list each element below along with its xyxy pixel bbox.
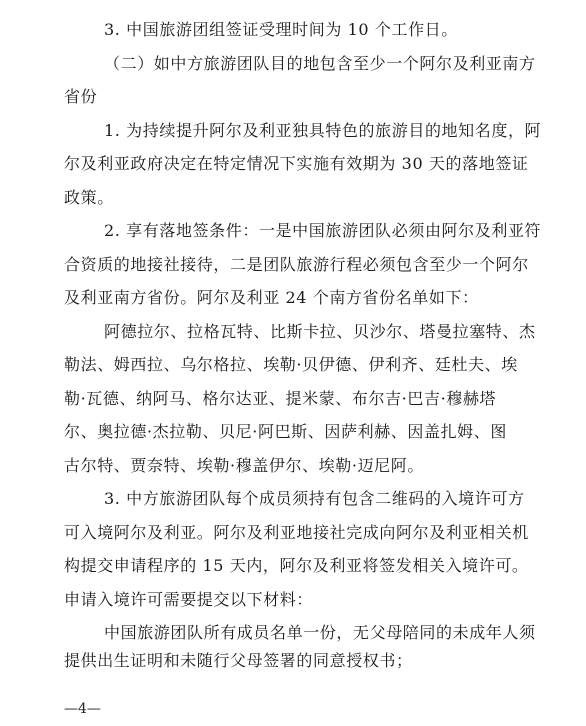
text-line: 提供出生证明和未随行父母签署的同意授权书； [64, 651, 413, 670]
text-line: 申请入境许可需要提交以下材料： [64, 589, 314, 609]
text-line: 政策。 [64, 187, 114, 207]
text-line: 合资质的地接社接待，二是团队旅游行程必须包含至少一个阿尔 [64, 254, 529, 274]
text-line: 古尔特、贾奈特、埃勒·穆盖伊尔、埃勒·迈尼阿。 [64, 455, 424, 475]
section-heading: （二）如中方旅游团队目的地包含至少一个阿尔及利亚南方 [104, 53, 536, 73]
text-line: 2. 享有落地签条件：一是中国旅游团队必须由阿尔及利亚符 [104, 221, 542, 241]
text-line: 及利亚南方省份。阿尔及利亚 24 个南方省份名单如下： [64, 288, 479, 308]
text-line: 3. 中方旅游团队每个成员须持有包含二维码的入境许可方 [104, 489, 525, 509]
text-line: 构提交申请程序的 15 天内，阿尔及利亚将签发相关入境许可。 [64, 556, 529, 576]
text-line: 勒法、姆西拉、乌尔格拉、埃勒·贝伊德、伊利齐、廷杜夫、埃 [64, 355, 518, 375]
text-line: 1. 为持续提升阿尔及利亚独具特色的旅游目的地知名度，阿 [104, 120, 542, 140]
page-number: —4— [64, 701, 101, 717]
text-line: 可入境阿尔及利亚。阿尔及利亚地接社完成向阿尔及利亚相关机 [64, 522, 529, 542]
text-line: 尔及利亚政府决定在特定情况下实施有效期为 30 天的落地签证 [64, 154, 529, 174]
text-line: 尔、奥拉德·杰拉勒、贝尼·阿巴斯、因萨利赫、因盖扎姆、图 [64, 422, 507, 442]
text-line: 阿德拉尔、拉格瓦特、比斯卡拉、贝沙尔、塔曼拉塞特、杰 [104, 321, 536, 341]
text-line: 中国旅游团队所有成员名单一份，无父母陪同的未成年人须 [104, 623, 536, 643]
text-line: 勒·瓦德、纳阿马、格尔达亚、提米蒙、布尔吉·巴吉·穆赫塔 [64, 388, 497, 408]
section-heading-continued: 省份 [64, 87, 98, 107]
text-line: 3. 中国旅游团组签证受理时间为 10 个工作日。 [104, 20, 458, 40]
